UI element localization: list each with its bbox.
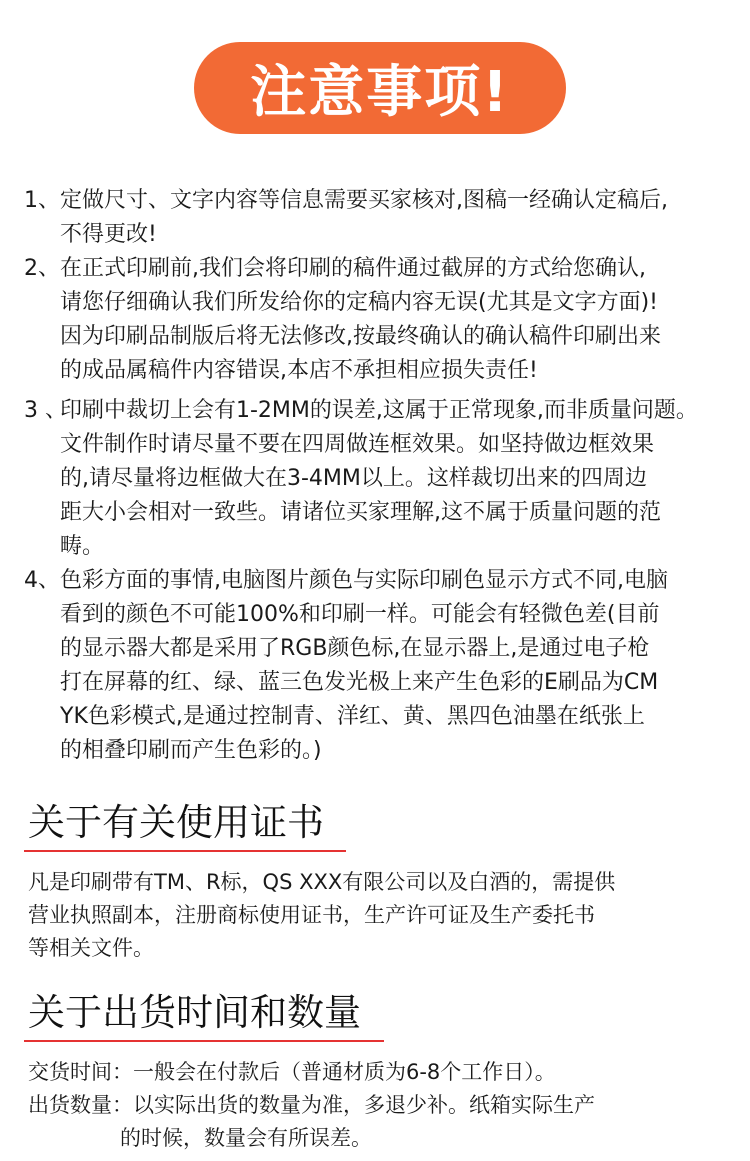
item-line: 在正式印刷前,我们会将印刷的稿件通过截屏的方式给您确认, (60, 256, 646, 281)
body-line: 的时候，数量会有所误差。 (120, 1126, 372, 1150)
item-number: 4、 (24, 568, 60, 593)
certificate-section-title: 关于有关使用证书 (28, 801, 324, 844)
item-line: 文件制作时请尽量不要在四周做连框效果。如坚持做边框效果 (60, 432, 655, 457)
item-line: 的相叠印刷而产生色彩的。) (60, 738, 322, 763)
item-line: 打在屏幕的红、绿、蓝三色发光极上来产生色彩的E刷品为CM (60, 670, 659, 695)
notice-banner (194, 42, 566, 134)
item-line: 的,请尽量将边框做大在3-4MM以上。这样裁切出来的四周边 (60, 466, 647, 491)
body-line: 凡是印刷带有TM、R标，QS XXX有限公司以及白酒的，需提供 (28, 870, 616, 894)
notice-item-4 (24, 564, 668, 768)
notice-title: 注意事项! (250, 60, 510, 125)
item-line: 因为印刷品制版后将无法修改,按最终确认的确认稿件印刷出来 (60, 324, 661, 349)
item-line: 距大小会相对一致些。请诸位买家理解,这不属于质量问题的范 (60, 500, 661, 525)
body-line: 等相关文件。 (28, 936, 154, 960)
shipping-title-underline (24, 1040, 384, 1042)
shipping-section-body (28, 1056, 595, 1155)
notice-item-1 (24, 184, 668, 252)
item-number: 3 、 (24, 398, 67, 423)
notice-item-2 (24, 252, 661, 388)
body-line: 交货时间：一般会在付款后（普通材质为6-8个工作日）。 (28, 1060, 556, 1084)
item-line: 不得更改! (60, 222, 157, 247)
certificate-section-body (28, 866, 615, 965)
item-line: 畴。 (60, 534, 105, 559)
item-line: 色彩方面的事情,电脑图片颜色与实际印刷色显示方式不同,电脑 (60, 568, 668, 593)
notice-item-3 (24, 394, 698, 564)
item-line: 印刷中裁切上会有1-2MM的误差,这属于正常现象,而非质量问题。 (60, 398, 698, 423)
item-number: 2、 (24, 256, 60, 281)
item-line: YK色彩模式,是通过控制青、洋红、黄、黑四色油墨在纸张上 (60, 704, 645, 729)
body-line: 营业执照副本，注册商标使用证书，生产许可证及生产委托书 (28, 903, 595, 927)
certificate-title-underline (24, 850, 346, 852)
item-line: 定做尺寸、文字内容等信息需要买家核对,图稿一经确认定稿后, (60, 188, 668, 213)
item-line: 请您仔细确认我们所发给你的定稿内容无误(尤其是文字方面)! (60, 290, 658, 315)
shipping-section-title: 关于出货时间和数量 (28, 991, 361, 1034)
item-line: 看到的颜色不可能100%和印刷一样。可能会有轻微色差(目前 (60, 602, 660, 627)
item-line: 的显示器大都是采用了RGB颜色标,在显示器上,是通过电子枪 (60, 636, 650, 661)
item-number: 1、 (24, 188, 60, 213)
item-line: 的成品属稿件内容错误,本店不承担相应损失责任! (60, 358, 538, 383)
body-line: 出货数量：以实际出货的数量为准，多退少补。纸箱实际生产 (28, 1093, 595, 1117)
